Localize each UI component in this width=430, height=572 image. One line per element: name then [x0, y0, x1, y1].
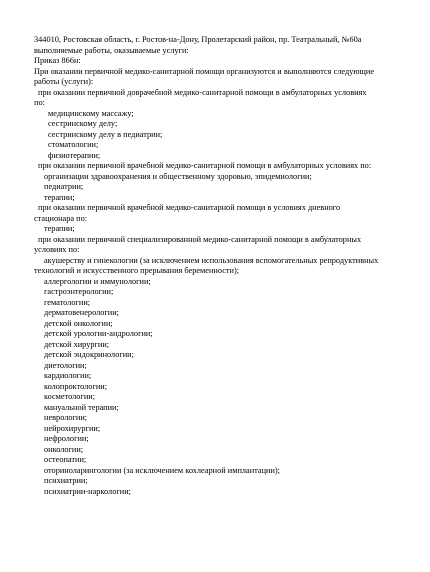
list-item: гематологии; — [44, 297, 91, 307]
spec-heading-1: при оказании первичной специализированной медико-санитарной помощи в амбулаторных — [38, 234, 362, 244]
list-item: акушерству и гинекологии (за исключением использования вспомогательных репродуктивных — [44, 255, 379, 265]
list-item: психиатрии-наркологии; — [44, 486, 131, 496]
list-item: остеопатии; — [44, 455, 87, 464]
list-item: кардиологии; — [44, 371, 92, 380]
address-line: 344010, Ростовская область, г. Ростов-на-Дону, Пролетарский район, пр. Театральный, №60а — [34, 35, 362, 44]
list-item: физиотерапии; — [48, 150, 101, 160]
list-item: нейрохирургии; — [44, 423, 101, 433]
list-item: детской онкологии; — [44, 318, 113, 328]
prevrach-heading-1: при оказании первичной доврачебной медико-санитарной помощи в амбулаторных условиях — [38, 87, 367, 97]
list-item: диетологии; — [44, 360, 87, 370]
list-item: неврологии; — [44, 413, 88, 422]
list-item: детской хирургии; — [44, 339, 110, 349]
preamble-line-1: При оказании первичной медико-санитарной помощи организуются и выполняются следующие — [34, 66, 375, 76]
list-item: оториноларингологии (за исключением кохлеарной имплантации); — [44, 465, 280, 475]
list-item: дерматовенерологии; — [44, 308, 119, 317]
list-item: сестринскому делу; — [48, 119, 118, 128]
list-item: нефрологии; — [44, 434, 89, 443]
list-item: сестринскому делу в педиатрии; — [48, 129, 163, 139]
list-item: аллергологии и иммунологии; — [44, 276, 151, 286]
vrach-amb-heading: при оказании первичной врачебной медико-санитарной помощи в амбулаторных условиях по: — [38, 161, 372, 170]
works-intro: выполняемые работы, оказываемые услуги: — [34, 45, 189, 55]
list-item: педиатрии; — [44, 182, 84, 191]
list-item: психиатрии; — [44, 476, 88, 485]
list-item: терапии; — [44, 192, 75, 202]
list-item: терапии; — [44, 224, 75, 233]
spec-heading-2: условиях по: — [34, 245, 80, 254]
preamble-line-2: работы (услуги): — [34, 77, 94, 86]
prevrach-heading-2: по: — [34, 98, 45, 107]
list-item: мануальной терапии; — [44, 402, 119, 412]
list-item: онкологии; — [44, 444, 84, 454]
list-item: стоматологии; — [48, 140, 99, 149]
list-item: гастроэнтерологии; — [44, 287, 114, 296]
order-line: Приказ 866н: — [34, 56, 81, 65]
vrach-day-heading-2: стационара по: — [34, 213, 88, 223]
list-item: детской урологии-андрологии; — [44, 329, 153, 338]
list-item: организации здравоохранения и общественному здоровью, эпидемиологии; — [44, 171, 312, 181]
list-item: колопроктологии; — [44, 381, 108, 391]
list-item: косметологии; — [44, 392, 96, 401]
list-item-continuation: технологий и искусственного прерывания беременности); — [34, 266, 240, 275]
list-item: медицинскому массажу; — [48, 108, 134, 118]
document-text — [34, 35, 424, 497]
list-item: детской эндокринологии; — [44, 350, 134, 359]
vrach-day-heading-1: при оказании первичной врачебной медико-санитарной помощи в условиях дневного — [38, 203, 341, 212]
